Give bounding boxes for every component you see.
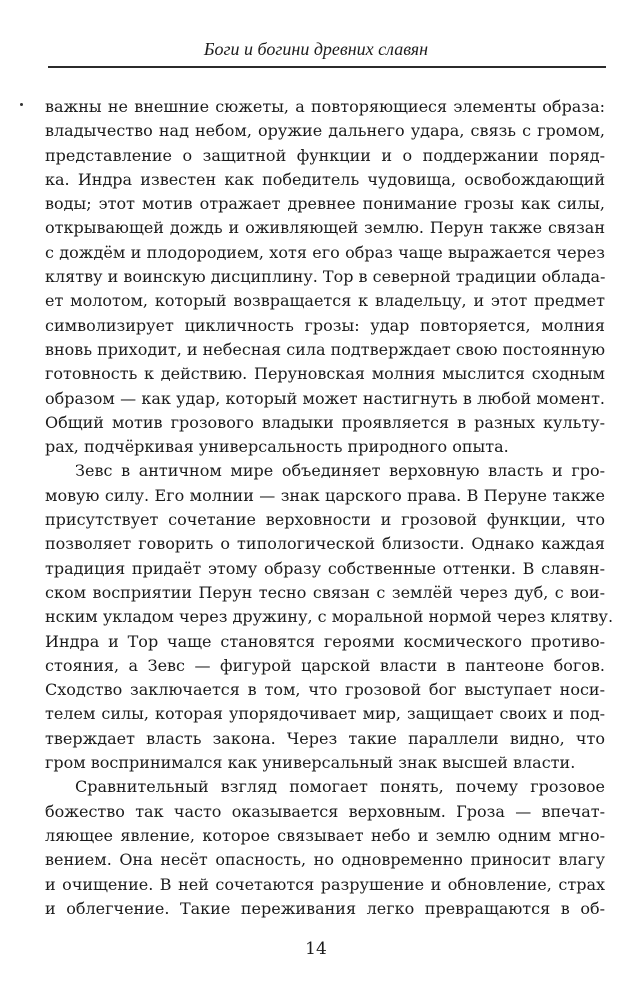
text-line: гром воспринимался как универсальный знак высшей власти. <box>45 753 576 773</box>
text-line: и облегчение. Такие переживания легко превращаются в об- <box>45 898 605 918</box>
text-line: представление о защитной функции и о поддержании поряд- <box>45 145 605 165</box>
header-rule <box>48 66 606 68</box>
text-line: рах, подчёркивая универсальность природного опыта. <box>45 437 509 457</box>
text-line: и очищение. В ней сочетаются разрушение и обновление, страх <box>45 874 605 894</box>
page-number: 14 <box>305 939 327 959</box>
text-line: Сравнительный взгляд помогает понять, почему грозовое <box>75 777 605 797</box>
text-line: вением. Она несёт опасность, но одновременно приносит влагу <box>45 850 605 870</box>
text-line: тверждает власть закона. Через такие параллели видно, что <box>45 728 605 748</box>
text-line: воды; этот мотив отражает древнее понимание грозы как силы, <box>45 194 605 214</box>
body-text <box>45 95 614 921</box>
margin-mark <box>20 103 23 106</box>
text-line: традиция придаёт этому образу собственные оттенки. В славян- <box>45 558 605 578</box>
text-line: ка. Индра известен как победитель чудовища, освобождающий <box>45 169 605 189</box>
text-line: Общий мотив грозового владыки проявляется в разных культу- <box>45 412 605 432</box>
text-line: божество так часто оказывается верховным. Гроза — впечат- <box>45 801 605 821</box>
text-line: Зевс в античном мире объединяет верховную власть и гро- <box>75 461 605 481</box>
text-line: позволяет говорить о типологической близости. Однако каждая <box>45 534 605 554</box>
text-line: готовность к действию. Перуновская молния мыслится сходным <box>45 364 605 384</box>
text-line: Индра и Тор чаще становятся героями космического противо- <box>45 631 605 651</box>
text-line: клятву и воинскую дисциплину. Тор в северной традиции облада- <box>45 267 606 287</box>
text-line: стояния, а Зевс — фигурой царской власти в пантеоне богов. <box>45 655 605 675</box>
text-line: владычество над небом, оружие дальнего удара, связь с громом, <box>45 121 605 141</box>
text-line: телем силы, которая упорядочивает мир, защищает своих и под- <box>45 704 605 724</box>
text-line: вновь приходит, и небесная сила подтверждает свою постоянную <box>45 339 605 359</box>
text-line: ляющее явление, которое связывает небо и землю одним мгно- <box>45 825 605 845</box>
text-line: ском восприятии Перун тесно связан с землёй через дуб, с вои- <box>45 582 605 602</box>
text-line: важны не внешние сюжеты, а повторяющиеся элементы образа: <box>45 97 605 116</box>
running-head-title: Боги и богини древних славян <box>203 39 429 59</box>
text-line: с дождём и плодородием, хотя его образ чаще выражается через <box>45 242 605 262</box>
text-line: открывающей дождь и оживляющей землю. Перун также связан <box>45 218 605 238</box>
text-line: присутствует сочетание верховности и грозовой функции, что <box>45 510 605 530</box>
text-line: мовую силу. Его молнии — знак царского права. В Перуне также <box>45 485 605 505</box>
text-line: нским укладом через дружину, с моральной нормой через клятву. <box>45 607 614 627</box>
text-line: символизирует цикличность грозы: удар повторяется, молния <box>45 315 605 335</box>
text-line: Сходство заключается в том, что грозовой бог выступает носи- <box>45 680 605 700</box>
text-line: образом — как удар, который может настигнуть в любой момент. <box>45 388 605 408</box>
text-line: ет молотом, который возвращается к владельцу, и этот предмет <box>45 291 605 311</box>
